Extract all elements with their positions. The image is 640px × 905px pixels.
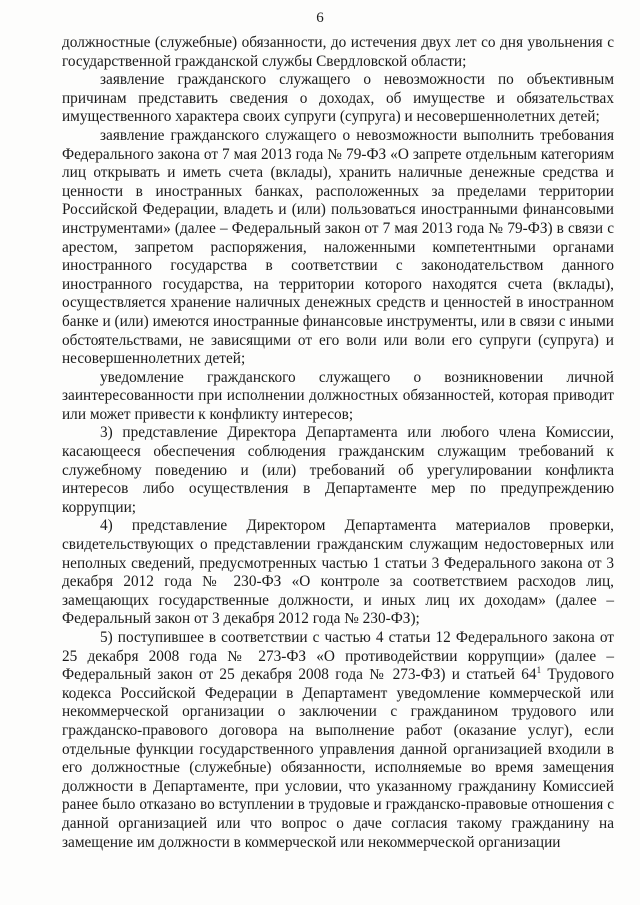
paragraph: заявление гражданского служащего о невозможности по объективным причинам представить сведения о доходах, об имуществе и обязательствах имущественного характера своих супруги (супруга) и несовершеннолетних детей; <box>62 71 614 126</box>
paragraph-part: Трудового кодекса Российской Федерации в Департамент уведомление коммерческой или некоммерческой организации о заключении с гражданином трудового или гражданско-правового договора на выполнение работ (оказание услуг), если отдельные функции государственного управления данной организацией входили в его должностные (служебные) обязанности, исполняемые во время замещения должности в Департаменте, при условии, что указанному гражданину Комиссией ранее было отказано во вступлении в трудовые и гражданско-правовые отношения с данной организацией или что вопрос о даче согласия такому гражданину на замещение им должности в коммерческой или некоммерческой организации <box>62 666 614 851</box>
paragraph: 4) представление Директором Департамента материалов проверки, свидетельствующих о представлении гражданским служащим недостоверных или неполных сведений, предусмотренных частью 1 статьи 3 Федерального закона от 3 декабря 2012 года № 230-ФЗ «О контроле за соответствием расходов лиц, замещающих государственные должности, и иных лиц их доходам» (далее – Федеральный закон от 3 декабря 2012 года № 230-ФЗ); <box>62 517 614 628</box>
paragraph-5 <box>62 629 614 852</box>
paragraph-part: 5) поступившее в соответствии с частью 4 статьи 12 Федерального закона от 25 декабря 2008 года № 273-ФЗ «О противодействии коррупции» (далее – Федеральный закон от 25 декабря 2008 года № 273-ФЗ) и статьей 64 <box>62 629 614 684</box>
page-number: 6 <box>316 10 324 26</box>
paragraph: должностные (служебные) обязанности, до истечения двух лет со дня увольнения с государственной гражданской службы Свердловской области; <box>62 34 614 70</box>
superscript: 1 <box>536 665 542 676</box>
paragraph: уведомление гражданского служащего о возникновении личной заинтересованности при исполнении должностных обязанностей, которая приводит или может привести к конфликту интересов; <box>62 368 614 423</box>
document-body <box>62 34 614 852</box>
paragraph: 3) представление Директора Департамента или любого члена Комиссии, касающееся обеспечения соблюдения гражданским служащим требований к служебному поведению и (или) требований об урегулировании конфликта интересов либо осуществления в Департаменте мер по предупреждению коррупции; <box>62 424 614 516</box>
paragraph: заявление гражданского служащего о невозможности выполнить требования Федерального закона от 7 мая 2013 года № 79-ФЗ «О запрете отдельным категориям лиц открывать и иметь счета (вклады), хранить наличные денежные средства и ценности в иностранных банках, расположенных за пределами территории Российской Федерации, владеть и (или) пользоваться иностранными финансовыми инструментами» (далее – Федеральный закон от 7 мая 2013 года № 79-ФЗ) в связи с арестом, запретом распоряжения, наложенными компетентными органами иностранного государства в соответствии с законодательством данного иностранного государства, на территории которого находятся счета (вклады), осуществляется хранение наличных денежных средств и ценностей в иностранном банке и (или) имеются иностранные финансовые инструменты, или в связи с иными обстоятельствами, не зависящими от его воли или воли его супруги (супруга) и несовершеннолетних детей; <box>62 126 614 368</box>
